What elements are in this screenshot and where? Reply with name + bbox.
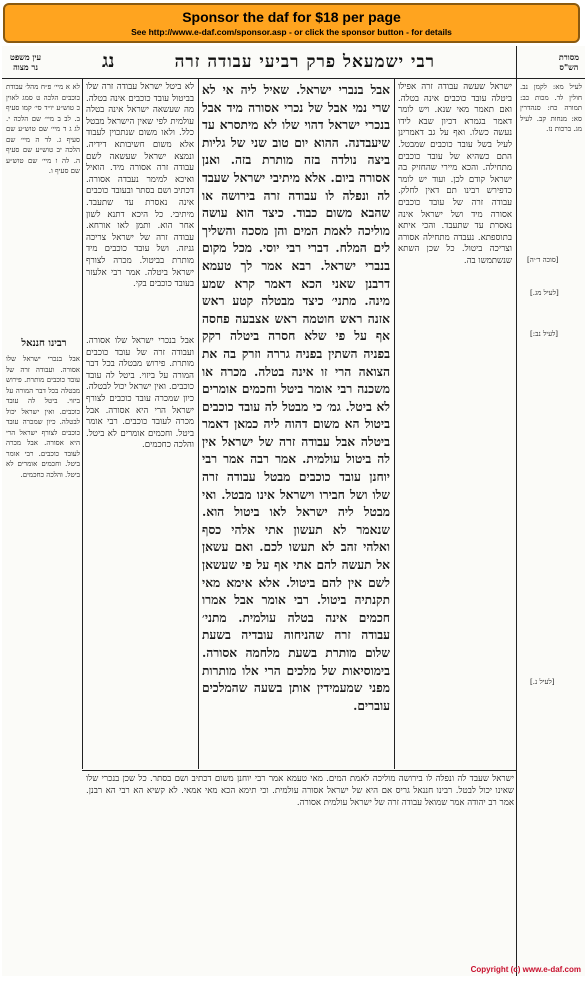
rule-main-right [394, 79, 395, 769]
folio-number: נג [102, 50, 115, 72]
sponsor-subtitle[interactable]: See http://www.e-daf.com/sponsor.asp - or click the sponsor button - for details [131, 27, 452, 37]
tosafot-column: ישראל שעשה עבודה זרה אפילו ביטלה עובד כוכבים אינה בטלה. ואם תאמר מאי שנא. ויש לומר דאמר בגמרא דכיון שבא לידו נעשה כשלו. ואף על גב דאמרינן לעיל בשל עובד כוכבים שמבטל. התם כשהיא של עובד כוכבים מתחילה. והכא מיירי שהחזיק בה ישראל קודם לכן. ועוד יש לומר כדפירש רבינו תם דאין לחלק. עבודה זרה של עובד כוכבים אסורה מיד ושל ישראל אינה נאסרת עד שתעבד. והכי איתא בתוספתא. נעבדה מתחילה אסורה וצריכה ביטול. כל שכן השתא שנשתמשו בה. [398, 82, 512, 266]
chapter-title: רבי ישמעאל פרק רביעי עבודה זרה [174, 52, 435, 72]
rule-left [82, 79, 83, 769]
margin-note-1: [סוכה ד׳׳ה] [527, 256, 559, 264]
bottom-rule [82, 770, 516, 771]
masoret-heading: מסורת הש"ס [558, 52, 579, 72]
bottom-commentary: ישראל שעבד לה ונפלה לו בירושה מוליכה לאמת המים. מאי טעמא אמר רבי יוחנן משום דכתיב ושם בסתר. כל שכן בנכרי שלו שאינו יכול לבטל. רבינו חננאל גריס אם היא של ישראל אסורה עולמית. וכי תימא הכא מאי אמאי. לא קשיא הא רבי הא רבנן. אמר רב יהודה אמר שמואל עבודה זרה של ישראל עולמית אסורה. [86, 774, 514, 808]
sponsor-title[interactable]: Sponsor the daf for $18 per page [182, 9, 401, 25]
gemara-main-text: אבל בנברי ישראל. שאיל ליה אי לא שרי נמי אבל של נכרי אסורה מיד אבל בנכרי ישראל דהוי שלו לא מיתסרא עד שיעבדנה. ההוא יום טוב שני של גליות ביצה נולדה בזה מותרת בזה. ואנן אסורה ביום. אלא מיתיבי ישראל שעבד לה ונפלה לו עבודה זרה בירושה או שהבא משום כבוד. כיצד הוא עושה מוליכה לאמת המים והן מסכה והשליך לים המלח. דברי רבי יוסי. מכל מקום בנברי ישראל. רבא אמר לך טעמא דרבנן שאני הכא דאמר קרא שמע מינה. מתני׳ כיצד מבטלה קטע ראש אזנה ראש חוטמה ראש אצבעה פחסה אף על פי שלא חסרה ביטלה רקק בפניה השתין בפניה גררה וזרק בה את הצואה הרי זו אינה בטלה. מכרה או משכנה רבי אומר ביטל וחכמים אומרים לא ביטל. גמ׳ כי מבטל לה עובד כוכבים ביטול הא משום דהוה ליה כמאן דאמר ביטלה אבל עבודה זרה של ישראל אין לה ביטול עולמית. אמר רבה אמר רבי יוחנן עובד כוכבים מבטל עבודה זרה שלו ושל חבירו וישראל אינו מבטל. ואי מבטל ליה ישראל לאו ביטול הוא. שנאמר לא תעשון אתי אלהי כסף ואלהי זהב לא תעשו לכם. ואם עשאן אל תעשה להם אתי אף על פי שעשאן לשם אין להם ביטול. אלא אימא מאי תקנתיה ביטול. רבי אומר אבל אמרו חכמים אינה בטלה עולמית. מתני׳ עבודה זרה שהניחוה עובדיה בשעת שלום מותרת בשעת מלחמה אסורה. בימוסיאות של מלכים הרי אלו מותרות מפני שמעמידין אותן בשעה שהמלכים עוברים. [202, 83, 390, 713]
rashi-column: לא ביטל ישראל עבודה זרה שלו בביטול עובד כוכבים אינה בטלה. מה שעשאה ישראל אינה בטלה עולמית לפי שאין הישראל מבטל כלל. ולאו משום שנתכוין לעבוד אלא משום חשיבותא דידיה. ונמצא ישראל שעשאה לשם עבודה זרה אסורה מיד. הואיל ואיכא למימר נעבדה אסורה. דכתיב ושם בסתר ובעובד כוכבים אינה נאסרת עד שתעבד. מיתיבי. כל היכא דתנא לשון אחר הוא. ותמן לאו אורחא. עבודה זרה של ישראל צריכה גניזה. ושל עובד כוכבים מיד מותרת בביטול. מכרה לצורף ישראל ביטלה. אמר רבי אלעזר בעובד כוכבים בקי. [86, 82, 194, 290]
rashi-column-lower: אבל בנכרי ישראל שלו אסורה. ועבודה זרה של עובד כוכבים מותרת. פירוש מבטלה בכל דבר המורה על ביזוי. ביטל לה עובד כוכבים. ואין ישראל יכול לבטלה. כיון שמכרה עובד כוכבים לצורף ישראל הרי היא אסורה. אבל מכרה לעובד כוכבים. רבי אומר ביטל. וחכמים אומרים לא ביטל. והלכה כחכמים. [86, 336, 194, 451]
margin-note-2: [לעיל מג.] [530, 289, 559, 297]
ein-mishpat-column: לא א מיי׳ פ״ח מהל׳ עבודת כוכבים הלכה ט סמג לאוין כ טוש״ע יו״ד סי׳ קמו סעיף ב. לב ב מיי׳ שם הלכה י. לג ג ד מיי׳ שם טוש״ע שם סעיף ג. לד ה מיי׳ שם הלכה יב טוש״ע שם סעיף ה. לה ו מיי׳ שם טוש״ע שם סעיף ו. [6, 83, 80, 175]
rabbeinu-chananel-column: אבל בנכרי ישראל שלו אסורה. ועבודה זרה של עובד כוכבים מותרת. פירוש מבטלה בכל דבר המורה על ביזוי. ביטל לה עובד כוכבים. ואין ישראל יכול לבטלה. כיון שמכרה עובד כוכבים לצורף ישראל הרי היא אסורה. אבל מכרה לעובד כוכבים. רבי אומר ביטל. וחכמים אומרים לא ביטל. והלכה כחכמים. [6, 355, 80, 479]
rule-main-left [198, 79, 199, 769]
masoret-hashas-column: לעיל מא: לקמן נב. חולין לד. מכות כב: תמורה כח: סנהדרין סא: מנחות קב. לעיל מג. ברכות נז. [520, 83, 582, 133]
header-rule [2, 78, 585, 79]
rabbeinu-chananel-heading: רבינו חננאל [21, 338, 67, 349]
copyright-notice[interactable]: Copyright (c) www.e-daf.com [470, 965, 581, 974]
margin-note-3: [לעיל נב:] [530, 330, 559, 338]
ein-mishpat-heading: עין משפט נר מצוה [10, 52, 42, 72]
talmud-page-scan [2, 46, 585, 976]
rule-right [516, 46, 517, 976]
margin-note-4: [לעיל נ.] [530, 678, 555, 686]
sponsor-banner[interactable] [3, 3, 580, 43]
